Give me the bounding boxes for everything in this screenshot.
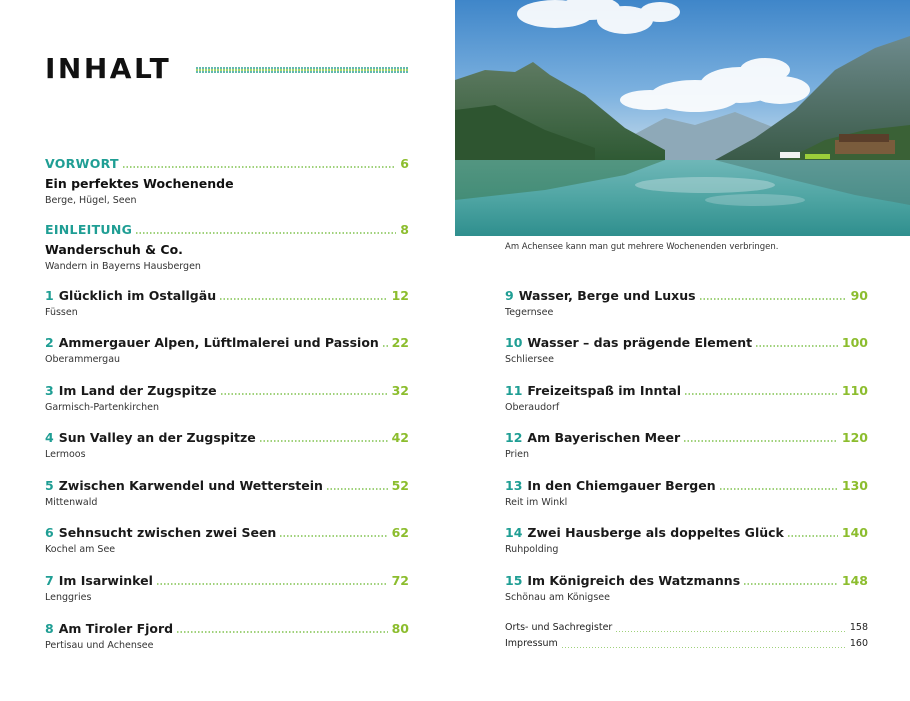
chapter-location: Lermoos <box>45 449 86 460</box>
chapter-number: 13 <box>505 478 523 493</box>
section-title: Wanderschuh & Co. <box>45 242 183 257</box>
dot-leader <box>260 440 388 442</box>
chapter-title: Im Isarwinkel <box>58 573 153 588</box>
chapter-location: Mittenwald <box>45 497 98 508</box>
chapter-title: Wasser – das prägende Element <box>527 335 753 350</box>
page-number: 100 <box>841 335 868 350</box>
dot-leader <box>123 166 396 168</box>
page-number: 12 <box>391 288 409 303</box>
chapter-title: Sehnsucht zwischen zwei Seen <box>58 525 277 540</box>
dot-leader <box>684 440 838 442</box>
section-title: Ein perfektes Wochenende <box>45 176 234 191</box>
toc-appendix-entry[interactable] <box>505 637 868 651</box>
chapter-number: 6 <box>45 525 54 540</box>
chapter-location: Oberaudorf <box>505 402 560 413</box>
page-number: 160 <box>849 638 868 649</box>
dot-leader <box>157 583 388 585</box>
dot-leader <box>220 298 388 300</box>
toc-entry[interactable] <box>505 572 868 604</box>
page-number: 120 <box>841 430 868 445</box>
chapter-number: 11 <box>505 383 523 398</box>
chapter-location: Garmisch-Partenkirchen <box>45 402 160 413</box>
chapter-number: 12 <box>505 430 523 445</box>
chapter-location: Reit im Winkl <box>505 497 568 508</box>
chapter-title: In den Chiemgauer Bergen <box>527 478 716 493</box>
chapter-location: Tegernsee <box>505 307 554 318</box>
chapter-title: Zwischen Karwendel und Wetterstein <box>58 478 323 493</box>
dot-leader <box>685 393 838 395</box>
section-subtitle: Wandern in Bayerns Hausbergen <box>45 261 201 272</box>
page-number: 148 <box>841 573 868 588</box>
chapter-title: Freizeitspaß im Inntal <box>527 383 682 398</box>
page-number: 110 <box>841 383 868 398</box>
dot-leader <box>788 535 838 537</box>
toc-entry[interactable] <box>45 334 409 366</box>
dot-leader <box>562 647 846 649</box>
page-number: 62 <box>391 525 409 540</box>
dot-leader <box>280 535 387 537</box>
page-number: 140 <box>841 525 868 540</box>
photo-caption: Am Achensee kann man gut mehrere Wochenenden verbringen. <box>505 242 779 252</box>
chapter-title: Glücklich im Ostallgäu <box>58 288 217 303</box>
chapter-number: 3 <box>45 383 54 398</box>
page-number: 158 <box>849 622 868 633</box>
section-head: VORWORT <box>45 156 119 171</box>
chapter-title: Am Bayerischen Meer <box>527 430 681 445</box>
page-number: 72 <box>391 573 409 588</box>
chapter-title: Im Land der Zugspitze <box>58 383 217 398</box>
chapter-title: Zwei Hausberge als doppeltes Glück <box>527 525 784 540</box>
chapter-number: 10 <box>505 335 523 350</box>
page-number: 130 <box>841 478 868 493</box>
toc-entry[interactable] <box>45 477 409 509</box>
dot-leader <box>177 631 387 633</box>
chapter-title: Ammergauer Alpen, Lüftlmalerei und Passion <box>58 335 379 350</box>
toc-entry[interactable] <box>505 477 868 509</box>
page-heading: INHALT <box>45 52 172 85</box>
section-subtitle: Berge, Hügel, Seen <box>45 195 137 206</box>
toc-entry[interactable] <box>45 620 409 652</box>
toc-entry[interactable] <box>505 524 868 556</box>
chapter-title: Im Königreich des Watzmanns <box>527 573 741 588</box>
page-number: 80 <box>391 621 409 636</box>
achensee-lake-photo <box>455 0 910 236</box>
chapter-location: Füssen <box>45 307 78 318</box>
chapter-number: 1 <box>45 288 54 303</box>
chapter-number: 9 <box>505 288 514 303</box>
dot-leader <box>744 583 838 585</box>
dot-leader <box>327 488 388 490</box>
toc-section-vorwort[interactable] <box>45 155 409 207</box>
chapter-number: 2 <box>45 335 54 350</box>
toc-entry[interactable] <box>505 382 868 414</box>
page-number: 32 <box>391 383 409 398</box>
chapter-number: 15 <box>505 573 523 588</box>
section-head: EINLEITUNG <box>45 222 133 237</box>
toc-entry[interactable] <box>45 382 409 414</box>
page-number: 52 <box>391 478 409 493</box>
dot-leader <box>700 298 847 300</box>
chapter-location: Prien <box>505 449 529 460</box>
chapter-number: 4 <box>45 430 54 445</box>
dot-leader <box>616 631 846 633</box>
chapter-location: Schönau am Königsee <box>505 592 610 603</box>
toc-entry[interactable] <box>505 334 868 366</box>
toc-entry[interactable] <box>45 429 409 461</box>
page-number: 90 <box>850 288 868 303</box>
heading-decorative-rule <box>196 67 408 73</box>
chapter-number: 5 <box>45 478 54 493</box>
toc-appendix-entry[interactable] <box>505 621 868 635</box>
chapter-location: Oberammergau <box>45 354 121 365</box>
toc-entry[interactable] <box>45 572 409 604</box>
toc-section-einleitung[interactable] <box>45 221 409 273</box>
page-number: 8 <box>400 222 409 237</box>
chapter-location: Pertisau und Achensee <box>45 640 154 651</box>
chapter-location: Lenggries <box>45 592 92 603</box>
appendix-title: Orts- und Sachregister <box>505 622 613 633</box>
dot-leader <box>383 345 388 347</box>
chapter-location: Ruhpolding <box>505 544 559 555</box>
chapter-title: Sun Valley an der Zugspitze <box>58 430 256 445</box>
chapter-title: Am Tiroler Fjord <box>58 621 174 636</box>
chapter-location: Schliersee <box>505 354 554 365</box>
dot-leader <box>136 232 396 234</box>
chapter-number: 14 <box>505 525 523 540</box>
dot-leader <box>756 345 838 347</box>
toc-entry[interactable] <box>505 429 868 461</box>
dot-leader <box>720 488 838 490</box>
dot-leader <box>221 393 388 395</box>
chapter-location: Kochel am See <box>45 544 116 555</box>
page-number: 6 <box>400 156 409 171</box>
page-number: 22 <box>391 335 409 350</box>
chapter-number: 8 <box>45 621 54 636</box>
toc-entry[interactable] <box>505 287 868 319</box>
chapter-number: 7 <box>45 573 54 588</box>
chapter-title: Wasser, Berge und Luxus <box>518 288 696 303</box>
right-page <box>455 0 910 701</box>
page-number: 42 <box>391 430 409 445</box>
toc-entry[interactable] <box>45 524 409 556</box>
appendix-title: Impressum <box>505 638 558 649</box>
toc-entry[interactable] <box>45 287 409 319</box>
